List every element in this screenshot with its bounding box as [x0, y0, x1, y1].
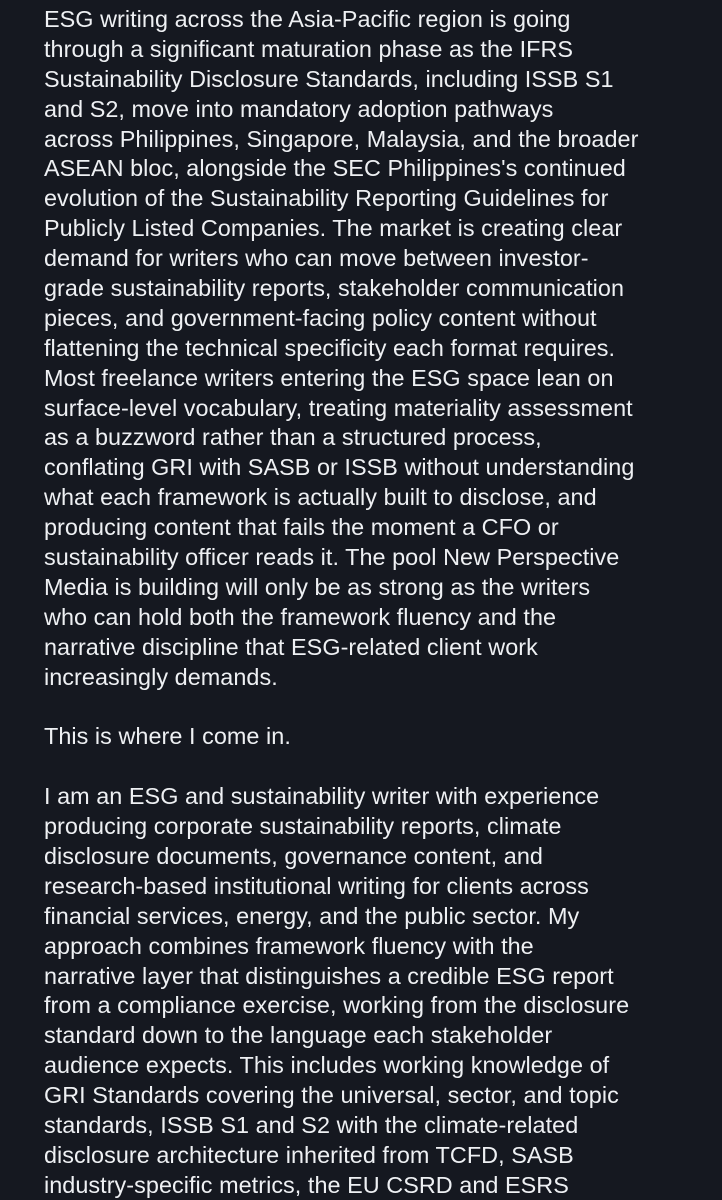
text-line: disclosure documents, governance content, and — [44, 842, 543, 869]
text-line: standard down to the language each stakeholder — [44, 1022, 553, 1049]
text-line: across Philippines, Singapore, Malaysia, and the broader — [44, 125, 639, 152]
paragraph-intro — [44, 5, 712, 692]
text-line: pieces, and government-facing policy content without — [44, 304, 597, 331]
text-line: through a significant maturation phase as the IFRS — [44, 35, 574, 62]
text-line: Most freelance writers entering the ESG space lean on — [44, 364, 614, 391]
text-line: narrative layer that distinguishes a credible ESG report — [44, 962, 614, 989]
text-line: Sustainability Disclosure Standards, including ISSB S1 — [44, 65, 614, 92]
text-line: Media is building will only be as strong as the writers — [44, 573, 591, 600]
text-line: disclosure architecture inherited from TCFD, SASB — [44, 1141, 574, 1168]
text-line: audience expects. This includes working knowledge of — [44, 1052, 610, 1079]
text-line: approach combines framework fluency with the — [44, 932, 534, 959]
paragraph-spacer — [44, 692, 712, 722]
message-text — [44, 5, 712, 1200]
text-line: as a buzzword rather than a structured process, — [44, 424, 542, 451]
text-line: narrative discipline that ESG-related client work — [44, 633, 538, 660]
paragraph-spacer — [44, 752, 712, 782]
paragraph-transition — [44, 722, 712, 752]
text-line: evolution of the Sustainability Reporting Guidelines for — [44, 185, 609, 212]
text-line: producing corporate sustainability reports, climate — [44, 813, 562, 840]
text-line: standards, ISSB S1 and S2 with the climate-related — [44, 1111, 579, 1138]
text-line: surface-level vocabulary, treating materiality assessment — [44, 394, 633, 421]
text-line: increasingly demands. — [44, 663, 278, 690]
text-line: conflating GRI with SASB or ISSB without understanding — [44, 454, 635, 481]
text-line: sustainability officer reads it. The pool New Perspective — [44, 544, 620, 571]
text-line: and S2, move into mandatory adoption pathways — [44, 95, 554, 122]
text-line: who can hold both the framework fluency and the — [44, 603, 557, 630]
text-line: financial services, energy, and the public sector. My — [44, 902, 580, 929]
text-line: I am an ESG and sustainability writer with experience — [44, 783, 600, 810]
paragraph-experience — [44, 782, 712, 1200]
text-line: what each framework is actually built to disclose, and — [44, 484, 597, 511]
text-line: demand for writers who can move between investor- — [44, 245, 589, 272]
text-line: Publicly Listed Companies. The market is creating clear — [44, 215, 623, 242]
text-line: industry-specific metrics, the EU CSRD and ESRS — [44, 1171, 569, 1198]
text-line: This is where I come in. — [44, 723, 291, 750]
text-line: GRI Standards covering the universal, sector, and topic — [44, 1082, 619, 1109]
text-line: research-based institutional writing for clients across — [44, 872, 589, 899]
text-line: producing content that fails the moment a CFO or — [44, 514, 559, 541]
text-line: ESG writing across the Asia-Pacific region is going — [44, 6, 571, 32]
text-line: grade sustainability reports, stakeholder communication — [44, 275, 625, 302]
text-line: ASEAN bloc, alongside the SEC Philippines's continued — [44, 155, 626, 182]
text-line: flattening the technical specificity each format requires. — [44, 334, 616, 361]
text-line: from a compliance exercise, working from the disclosure — [44, 992, 630, 1019]
